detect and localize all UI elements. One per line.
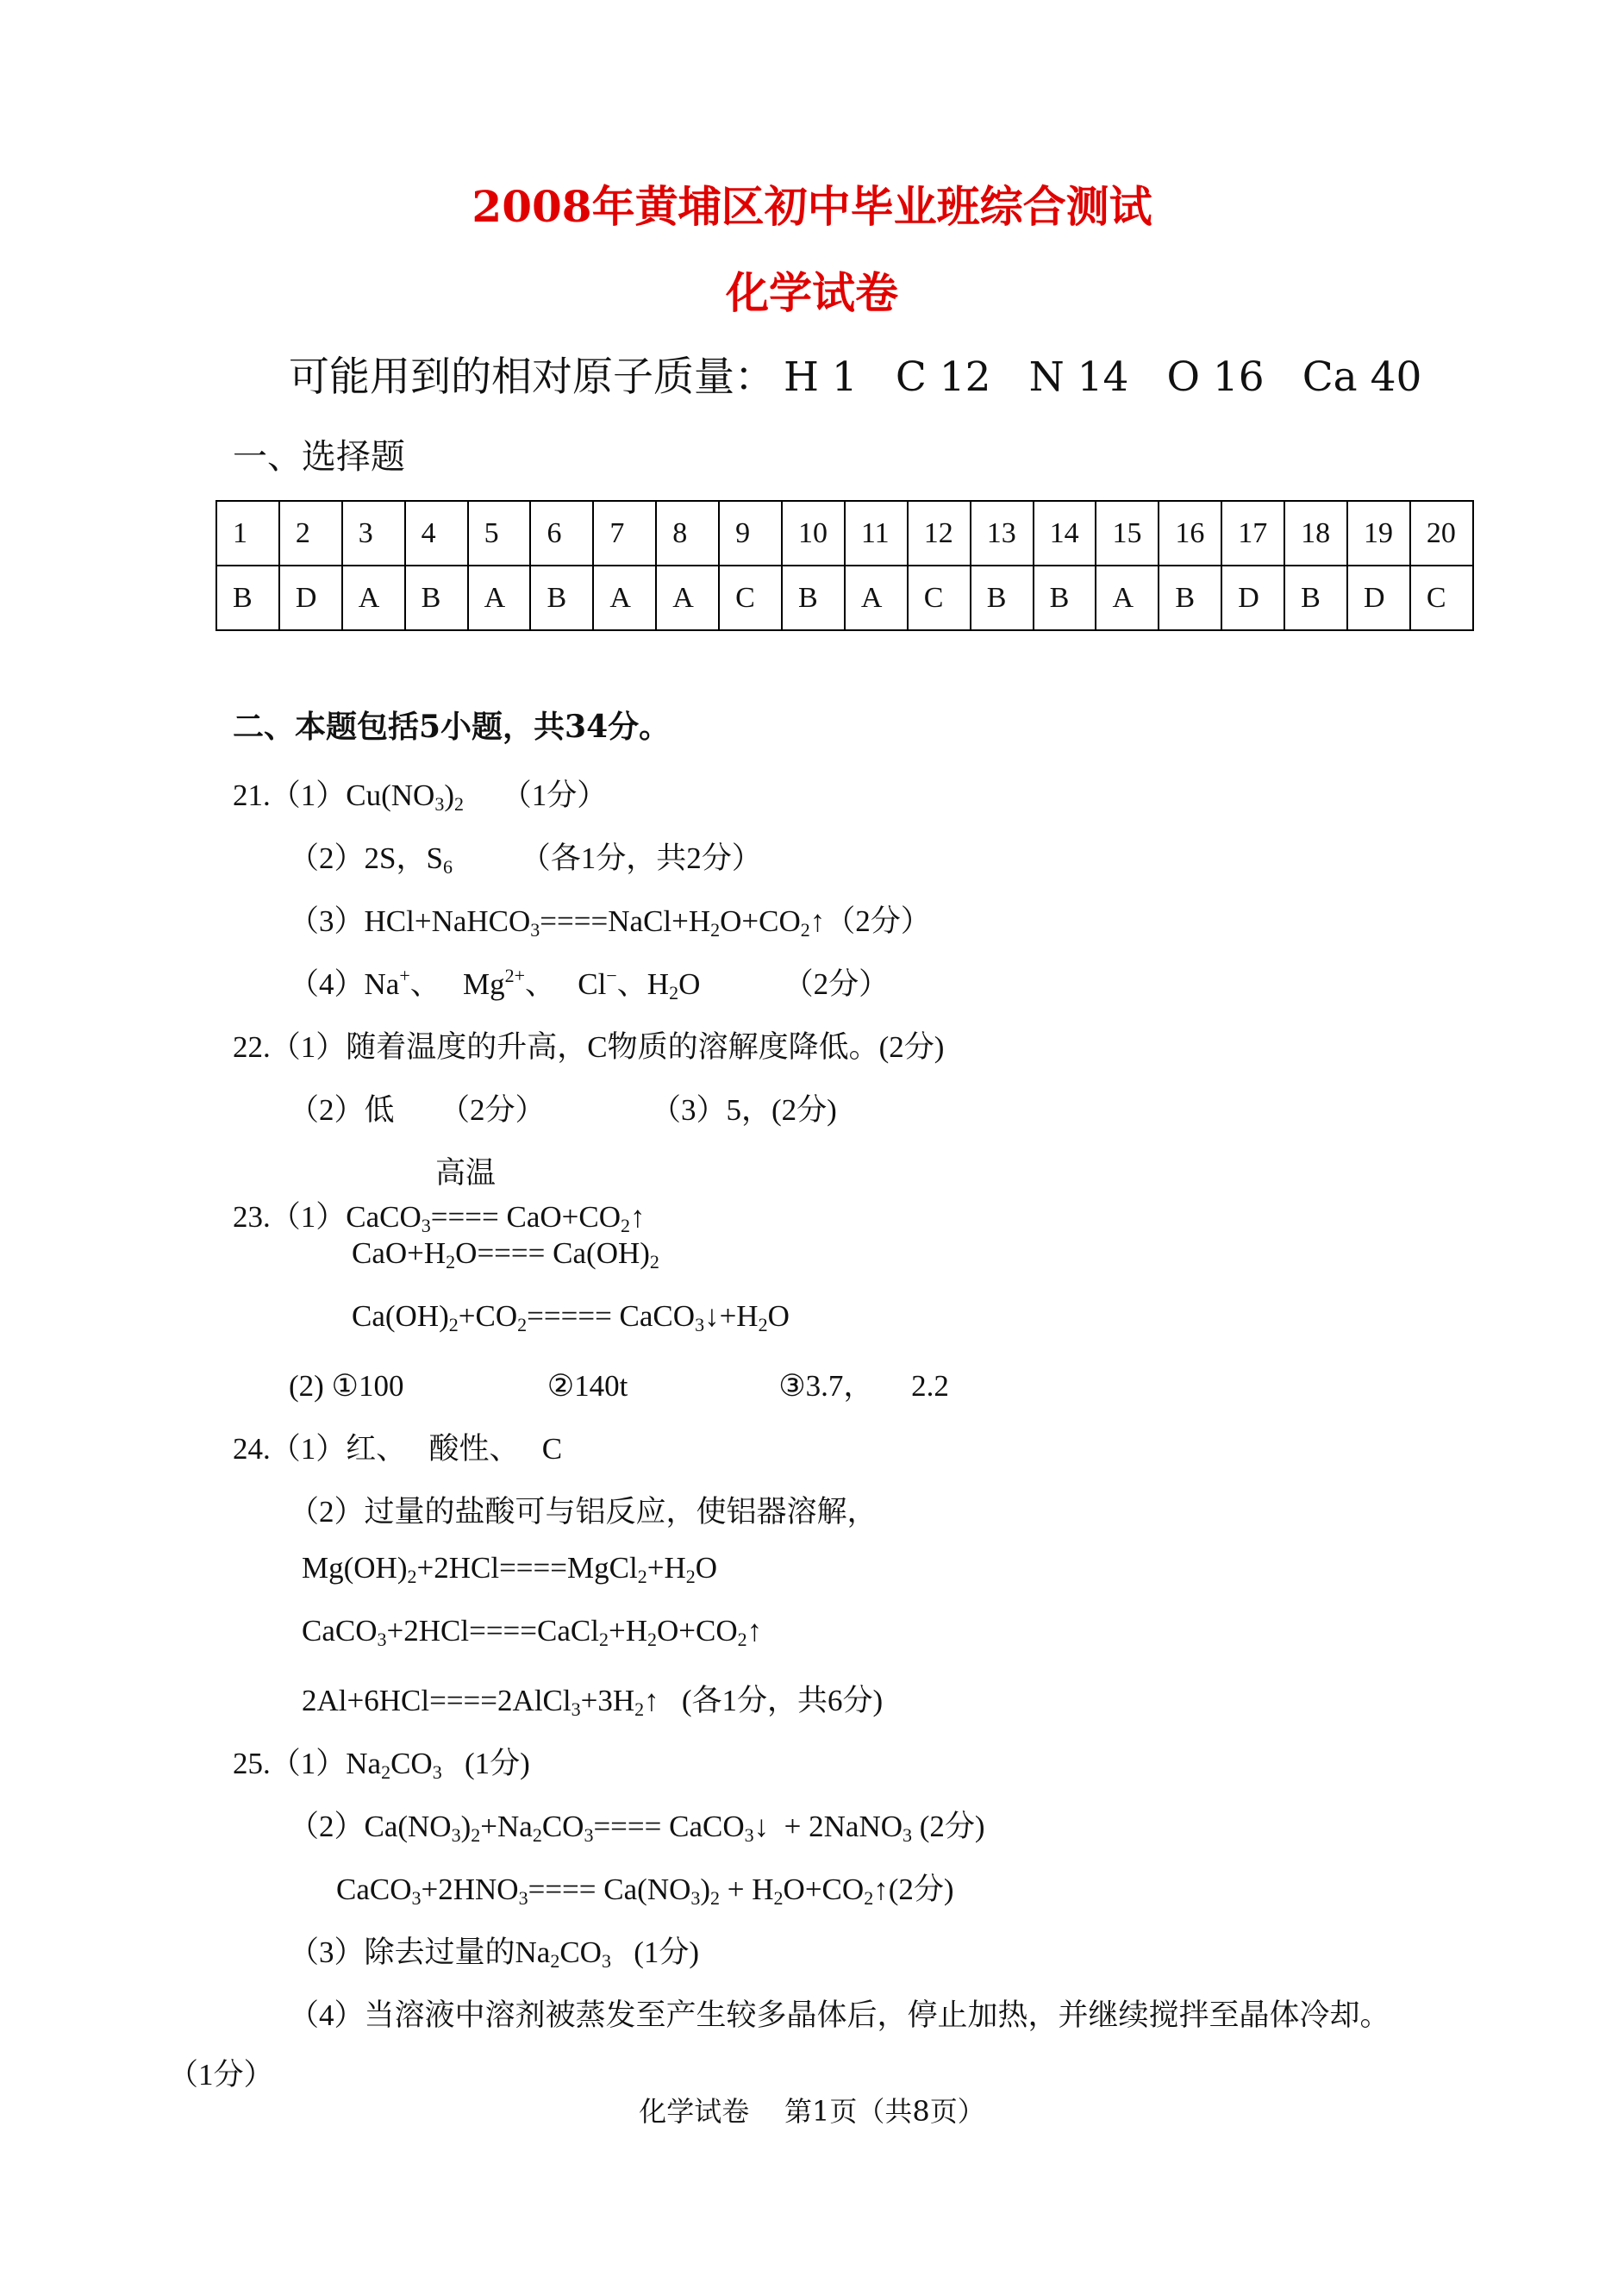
- question-number-cell: 19: [1347, 501, 1410, 566]
- answer-cell: C: [1410, 566, 1473, 630]
- answer-table-answer-row: [216, 566, 1473, 630]
- question-number-cell: 7: [593, 501, 656, 566]
- answer-cell: B: [971, 566, 1034, 630]
- question-number-cell: 10: [782, 501, 845, 566]
- q24-line-5: $2Al+6HCl====2AlCl_3+3H_2↑$ (各1分，共6分): [302, 1684, 884, 1720]
- answer-cell: B: [1034, 566, 1096, 630]
- answer-cell: B: [530, 566, 593, 630]
- answer-cell: B: [405, 566, 468, 630]
- page-footer: 化学试卷 第1页（共8页）: [639, 2095, 985, 2128]
- q23-line-2: $CaO+H_2O==== Ca(OH)_2$: [352, 1236, 659, 1273]
- exam-title: 2008年黄埔区初中毕业班综合测试: [472, 181, 1152, 232]
- answer-cell: B: [782, 566, 845, 630]
- question-number-cell: 9: [719, 501, 782, 566]
- q25-line-6: （1分）: [168, 2058, 274, 2092]
- answer-cell: B: [1159, 566, 1221, 630]
- question-number-cell: 1: [216, 501, 279, 566]
- atomic-masses-label: 可能用到的相对原子质量：: [289, 353, 775, 401]
- atomic-mass-c: C 12: [895, 353, 991, 401]
- q25-line-1: $25.(1)Na_2CO_3$ (1分): [233, 1747, 530, 1783]
- atomic-mass-h: H 1: [784, 353, 858, 401]
- answer-cell: D: [1221, 566, 1284, 630]
- atomic-mass-ca: Ca 40: [1302, 353, 1422, 401]
- answer-cell: D: [279, 566, 342, 630]
- q25-line-3: $CaCO_3+2HNO_3==== Ca(NO_3)_2$ + $H_2O+CO_2↑(2$分): [336, 1873, 954, 1909]
- question-number-cell: 13: [971, 501, 1034, 566]
- question-number-cell: 4: [405, 501, 468, 566]
- question-number-cell: 2: [279, 501, 342, 566]
- answer-cell: C: [908, 566, 971, 630]
- question-number-cell: 12: [908, 501, 971, 566]
- q22-line-1: 22.（1）随着温度的升高，C物质的溶解度降低。(2分): [233, 1030, 945, 1064]
- q25-line-4: （3）除去过量的$Na_2CO_3$ (1分): [289, 1935, 699, 1972]
- q25-line-5: （4）当溶液中溶剂被蒸发至产生较多晶体后，停止加热，并继续搅拌至晶体冷却。: [289, 1998, 1390, 2032]
- q21-line-2: （2）2S，$S_6$ （各1分，共2分）: [289, 841, 762, 878]
- answer-cell: B: [1284, 566, 1347, 630]
- q21-line-4: （4）Na+、 $Mg^{2+}$、 Cl−、$H_2O$ （2分）: [289, 965, 890, 1004]
- question-number-cell: 8: [656, 501, 719, 566]
- answer-cell: A: [845, 566, 908, 630]
- question-number-cell: 14: [1034, 501, 1096, 566]
- question-number-cell: 15: [1096, 501, 1159, 566]
- question-number-cell: 16: [1159, 501, 1221, 566]
- atomic-mass-o: O 16: [1166, 353, 1265, 401]
- q21-line-3: $(3)HCl+NaHCO_3====NaCl+H_2O+CO_2↑(2$分）: [289, 904, 931, 941]
- answer-cell: A: [593, 566, 656, 630]
- q23-line-3: $Ca(OH)_2+CO_2=====$ $CaCO_3↓+H_2O$: [352, 1299, 790, 1335]
- reaction-condition-label: 高温: [435, 1156, 497, 1190]
- q25-line-2: $(2)Ca(NO_3)_2+Na_2CO_3====$ CaCO$_3$↓ + 2NaNO$_3$ (2分): [289, 1810, 985, 1846]
- answer-cell: A: [342, 566, 405, 630]
- question-number-cell: 6: [530, 501, 593, 566]
- section2-heading: 二、本题包括5小题，共34分。: [233, 709, 671, 745]
- atomic-masses: [289, 345, 1459, 403]
- section1-heading: 一、选择题: [233, 437, 405, 477]
- answer-table-number-row: [216, 501, 1473, 566]
- question-number-cell: 5: [468, 501, 531, 566]
- question-number-cell: 18: [1284, 501, 1347, 566]
- question-number-cell: 17: [1221, 501, 1284, 566]
- answer-cell: A: [468, 566, 531, 630]
- answer-cell: B: [216, 566, 279, 630]
- exam-subtitle: 化学试卷: [726, 267, 898, 318]
- atomic-mass-n: N 14: [1028, 353, 1129, 401]
- q24-line-3: $Mg(OH)_2+2HCl====MgCl_2+H_2O$: [302, 1551, 718, 1587]
- q23-line-4: (2) ①100 ②140t ③3.7， 2.2: [289, 1369, 949, 1403]
- answer-table: [215, 500, 1474, 631]
- q24-line-2: （2）过量的盐酸可与铝反应，使铝器溶解，: [289, 1495, 878, 1529]
- question-number-cell: 11: [845, 501, 908, 566]
- q22-line-2: （2）低 （2分） （3）5，(2分): [289, 1093, 837, 1127]
- q23-line-1: 23.（1）CaCO$_3$==== $CaO+CO_2↑$: [233, 1200, 646, 1236]
- q24-line-4: $CaCO_3+2HCl====CaCl_2+H_2O+CO_2↑$: [302, 1614, 763, 1650]
- answer-cell: A: [1096, 566, 1159, 630]
- answer-cell: A: [656, 566, 719, 630]
- question-number-cell: 20: [1410, 501, 1473, 566]
- question-number-cell: 3: [342, 501, 405, 566]
- answer-cell: D: [1347, 566, 1410, 630]
- q24-line-1: 24.（1）红、 酸性、 C: [233, 1432, 563, 1466]
- answer-cell: C: [719, 566, 782, 630]
- q21-line-1: $21.(1)Cu(NO_3)_2$ （1分）: [233, 779, 608, 815]
